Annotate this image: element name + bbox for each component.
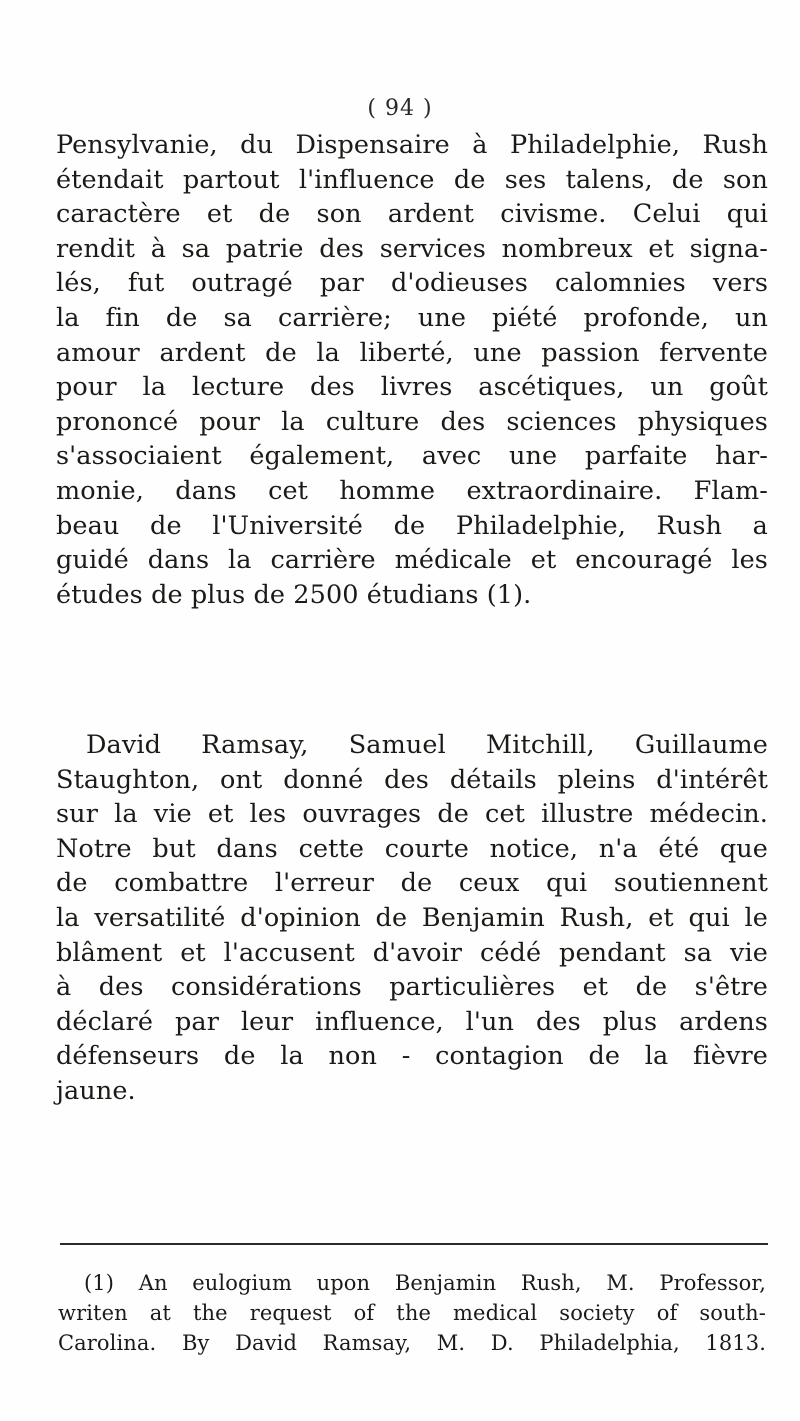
text-line: à des considérations particulières et de s'être — [56, 972, 768, 1003]
text-line: rendit à sa patrie des services nombreux et signa- — [56, 233, 768, 264]
text-line: la versatilité d'opinion de Benjamin Rush, et qui le — [56, 902, 768, 933]
text-line: beau de l'Université de Philadelphie, Rush a — [56, 510, 768, 541]
text-line: déclaré par leur influence, l'un des plus ardens — [56, 1006, 768, 1037]
text-line: pour la lecture des livres ascétiques, un goût — [56, 372, 768, 403]
text-line: blâment et l'accusent d'avoir cédé pendant sa vie — [56, 937, 768, 968]
text-line: sur la vie et les ouvrages de cet illustre médecin. — [56, 799, 768, 830]
footnote — [58, 1268, 766, 1358]
text-line: Staughton, ont donné des détails pleins d'intérêt — [56, 764, 768, 795]
text-line: prononcé pour la culture des sciences physiques — [56, 406, 768, 437]
footnote-line: writen at the request of the medical society of south- — [58, 1301, 766, 1325]
footnote-divider — [60, 1243, 768, 1245]
text-line: lés, fut outragé par d'odieuses calomnies vers — [56, 268, 768, 299]
text-line: amour ardent de la liberté, une passion fervente — [56, 337, 768, 368]
text-line: de combattre l'erreur de ceux qui soutiennent — [56, 868, 768, 899]
text-line: défenseurs de la non - contagion de la fièvre — [56, 1041, 768, 1072]
paragraph-authors-notice — [56, 728, 768, 1109]
footnote-line: (1) An eulogium upon Benjamin Rush, M. Professor, — [84, 1271, 766, 1295]
paragraph-rush-biography — [56, 128, 768, 612]
text-line: David Ramsay, Samuel Mitchill, Guillaume — [86, 730, 768, 760]
text-line: monie, dans cet homme extraordinaire. Flam- — [56, 475, 768, 506]
text-line: caractère et de son ardent civisme. Celui qui — [56, 199, 768, 230]
text-line: la fin de sa carrière; une piété profonde, un — [56, 302, 768, 333]
text-line: s'associaient également, avec une parfaite har- — [56, 441, 768, 472]
text-line: guidé dans la carrière médicale et encouragé les — [56, 545, 768, 576]
text-line: étendait partout l'influence de ses talens, de son — [56, 164, 768, 195]
footnote-line: Carolina. By David Ramsay, M. D. Philadelphia, 1813. — [58, 1331, 766, 1355]
text-line: jaune. — [56, 1075, 136, 1106]
text-line: études de plus de 2500 étudians (1). — [56, 579, 532, 610]
text-line: Pensylvanie, du Dispensaire à Philadelphie, Rush — [56, 130, 768, 160]
page-number: ( 94 ) — [367, 96, 433, 121]
text-line: Notre but dans cette courte notice, n'a été que — [56, 833, 768, 864]
